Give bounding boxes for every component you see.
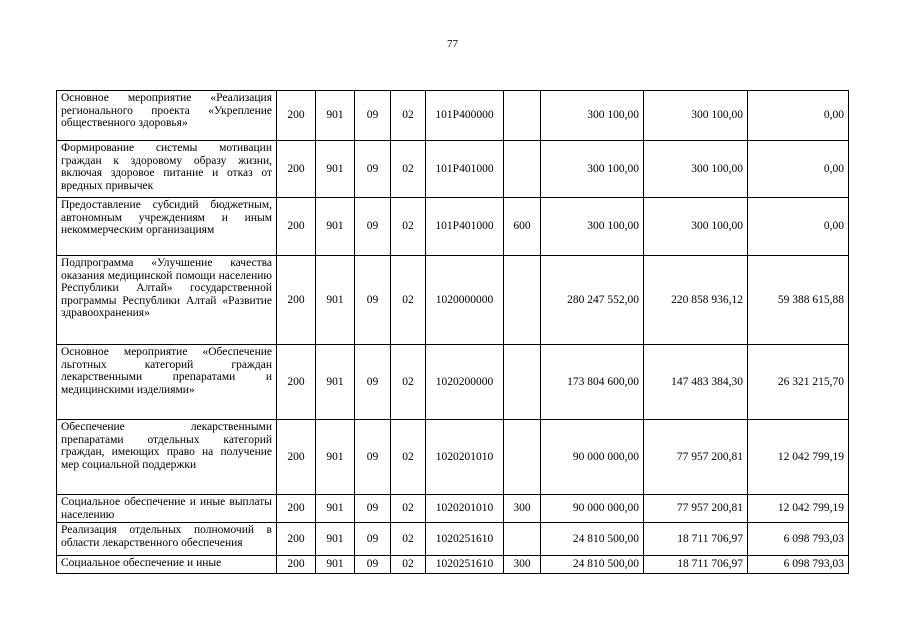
row-name: Социальное обеспечение и иные xyxy=(57,556,277,574)
sum3-cell: 12 042 799,19 xyxy=(748,495,849,523)
sum1-cell: 300 100,00 xyxy=(541,91,644,141)
page-number: 77 xyxy=(447,38,458,50)
sum1-cell: 300 100,00 xyxy=(541,141,644,198)
table-row xyxy=(57,420,849,495)
sum2-cell: 300 100,00 xyxy=(644,198,748,256)
sum1-cell: 280 247 552,00 xyxy=(541,256,644,345)
table-row xyxy=(57,91,849,141)
sum1-cell: 24 810 500,00 xyxy=(541,523,644,556)
rz-cell: 09 xyxy=(355,345,391,420)
sum3-cell: 26 321 215,70 xyxy=(748,345,849,420)
sum3-cell: 0,00 xyxy=(748,198,849,256)
rz-cell: 09 xyxy=(355,495,391,523)
budget-table xyxy=(56,90,849,574)
sum2-cell: 77 957 200,81 xyxy=(644,495,748,523)
sum1-cell: 90 000 000,00 xyxy=(541,495,644,523)
sum3-cell: 6 098 793,03 xyxy=(748,523,849,556)
table-row xyxy=(57,556,849,574)
csr-cell: 1020201010 xyxy=(426,495,504,523)
vr-cell xyxy=(504,256,541,345)
rz-cell: 09 xyxy=(355,91,391,141)
rz-cell: 09 xyxy=(355,420,391,495)
table-row xyxy=(57,141,849,198)
kvsr-cell: 200 xyxy=(277,91,316,141)
sum3-cell: 12 042 799,19 xyxy=(748,420,849,495)
table-row xyxy=(57,345,849,420)
grbs-cell: 901 xyxy=(316,523,355,556)
rz-cell: 09 xyxy=(355,198,391,256)
grbs-cell: 901 xyxy=(316,141,355,198)
row-name: Предоставление субсидий бюджетным, автономным учреждениям и иным некоммерческим организациям xyxy=(57,198,277,256)
sum3-cell: 6 098 793,03 xyxy=(748,556,849,574)
row-name: Социальное обеспечение и иные выплаты населению xyxy=(57,495,277,523)
table-row xyxy=(57,256,849,345)
kvsr-cell: 200 xyxy=(277,198,316,256)
csr-cell: 1020000000 xyxy=(426,256,504,345)
csr-cell: 1020200000 xyxy=(426,345,504,420)
kvsr-cell: 200 xyxy=(277,141,316,198)
vr-cell: 300 xyxy=(504,495,541,523)
sum2-cell: 300 100,00 xyxy=(644,141,748,198)
sum1-cell: 90 000 000,00 xyxy=(541,420,644,495)
sum2-cell: 18 711 706,97 xyxy=(644,523,748,556)
grbs-cell: 901 xyxy=(316,420,355,495)
sum2-cell: 18 711 706,97 xyxy=(644,556,748,574)
kvsr-cell: 200 xyxy=(277,420,316,495)
sum1-cell: 173 804 600,00 xyxy=(541,345,644,420)
row-name: Подпрограмма «Улучшение качества оказания медицинской помощи населению Республики Алтай» государственной программы Республики Алтай «Развитие здравоохранения» xyxy=(57,256,277,345)
table-row xyxy=(57,198,849,256)
csr-cell: 1020251610 xyxy=(426,556,504,574)
csr-cell: 1020201010 xyxy=(426,420,504,495)
csr-cell: 101P400000 xyxy=(426,91,504,141)
vr-cell xyxy=(504,523,541,556)
sum2-cell: 147 483 384,30 xyxy=(644,345,748,420)
kvsr-cell: 200 xyxy=(277,495,316,523)
pr-cell: 02 xyxy=(391,495,426,523)
kvsr-cell: 200 xyxy=(277,523,316,556)
row-name: Обеспечение лекарственными препаратами отдельных категорий граждан, имеющих право на получение мер социальной поддержки xyxy=(57,420,277,495)
pr-cell: 02 xyxy=(391,91,426,141)
vr-cell xyxy=(504,420,541,495)
pr-cell: 02 xyxy=(391,420,426,495)
sum1-cell: 24 810 500,00 xyxy=(541,556,644,574)
sum2-cell: 77 957 200,81 xyxy=(644,420,748,495)
vr-cell xyxy=(504,345,541,420)
row-name: Формирование системы мотивации граждан к здоровому образу жизни, включая здоровое питание и отказ от вредных привычек xyxy=(57,141,277,198)
grbs-cell: 901 xyxy=(316,256,355,345)
grbs-cell: 901 xyxy=(316,556,355,574)
sum1-cell: 300 100,00 xyxy=(541,198,644,256)
sum3-cell: 0,00 xyxy=(748,141,849,198)
vr-cell: 300 xyxy=(504,556,541,574)
sum3-cell: 0,00 xyxy=(748,91,849,141)
table-row xyxy=(57,523,849,556)
vr-cell xyxy=(504,141,541,198)
grbs-cell: 901 xyxy=(316,345,355,420)
csr-cell: 101P401000 xyxy=(426,198,504,256)
row-name: Основное мероприятие «Обеспечение льготных категорий граждан лекарственными препаратами и медицинскими изделиями» xyxy=(57,345,277,420)
row-name: Основное мероприятие «Реализация регионального проекта «Укрепление общественного здоровья» xyxy=(57,91,277,141)
row-name: Реализация отдельных полномочий в области лекарственного обеспечения xyxy=(57,523,277,556)
rz-cell: 09 xyxy=(355,141,391,198)
sum2-cell: 220 858 936,12 xyxy=(644,256,748,345)
grbs-cell: 901 xyxy=(316,91,355,141)
rz-cell: 09 xyxy=(355,556,391,574)
pr-cell: 02 xyxy=(391,523,426,556)
pr-cell: 02 xyxy=(391,345,426,420)
sum3-cell: 59 388 615,88 xyxy=(748,256,849,345)
pr-cell: 02 xyxy=(391,556,426,574)
csr-cell: 1020251610 xyxy=(426,523,504,556)
pr-cell: 02 xyxy=(391,141,426,198)
csr-cell: 101P401000 xyxy=(426,141,504,198)
rz-cell: 09 xyxy=(355,523,391,556)
grbs-cell: 901 xyxy=(316,198,355,256)
vr-cell xyxy=(504,91,541,141)
sum2-cell: 300 100,00 xyxy=(644,91,748,141)
grbs-cell: 901 xyxy=(316,495,355,523)
kvsr-cell: 200 xyxy=(277,256,316,345)
vr-cell: 600 xyxy=(504,198,541,256)
kvsr-cell: 200 xyxy=(277,556,316,574)
pr-cell: 02 xyxy=(391,198,426,256)
rz-cell: 09 xyxy=(355,256,391,345)
kvsr-cell: 200 xyxy=(277,345,316,420)
pr-cell: 02 xyxy=(391,256,426,345)
table-row xyxy=(57,495,849,523)
